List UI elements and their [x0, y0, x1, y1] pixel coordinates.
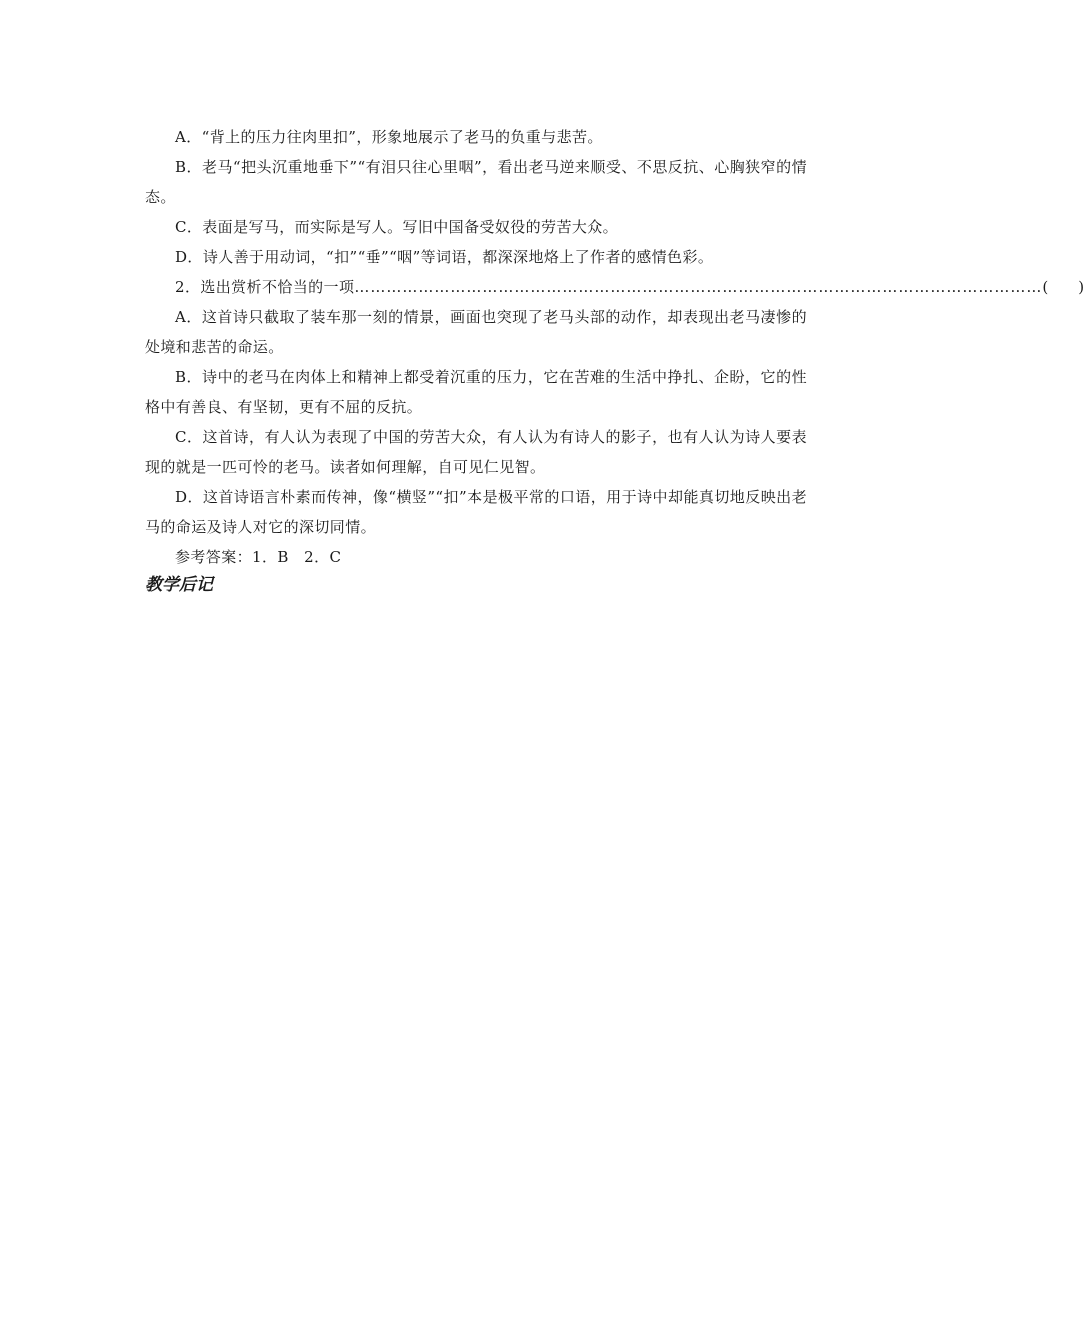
q1-option-d: D．诗人善于用动词，“扣”“垂”“咽”等词语，都深深地烙上了作者的感情色彩。	[175, 248, 714, 266]
question-2-leader-dots: …………………………………………………………………………………………………………………	[354, 278, 1043, 296]
q1-option-a: A．“背上的压力往肉里扣”，形象地展示了老马的负重与悲苦。	[175, 128, 603, 146]
section-heading: 教学后记	[145, 575, 213, 595]
q2-option-a: A．这首诗只截取了装车那一刻的情景，画面也突现了老马头部的动作，却表现出老马凄惨的处境和悲苦的命运。	[145, 308, 807, 356]
question-2-answer-blank: ( )	[1042, 278, 1084, 296]
q2-option-c: C．这首诗，有人认为表现了中国的劳苦大众，有人认为有诗人的影子，也有人认为诗人要表现的就是一匹可怜的老马。读者如何理解，自可见仁见智。	[145, 428, 807, 476]
q1-option-c: C．表面是写马，而实际是写人。写旧中国备受奴役的劳苦大众。	[175, 218, 619, 236]
question-2-stem: 2．选出赏析不恰当的一项	[175, 278, 355, 296]
q1-option-b: B．老马“把头沉重地垂下”“有泪只往心里咽”，看出老马逆来顺受、不思反抗、心胸狭窄的情态。	[145, 158, 807, 206]
q2-option-d: D．这首诗语言朴素而传神，像“横竖”“扣”本是极平常的口语，用于诗中却能真切地反映出老马的命运及诗人对它的深切同情。	[145, 488, 807, 536]
q2-option-b: B．诗中的老马在肉体上和精神上都受着沉重的压力，它在苦难的生活中挣扎、企盼，它的性格中有善良、有坚韧，更有不屈的反抗。	[145, 368, 807, 416]
reference-answer: 参考答案：1．B 2．C	[175, 548, 342, 566]
question-2	[145, 272, 1084, 302]
document-page	[145, 122, 1084, 598]
